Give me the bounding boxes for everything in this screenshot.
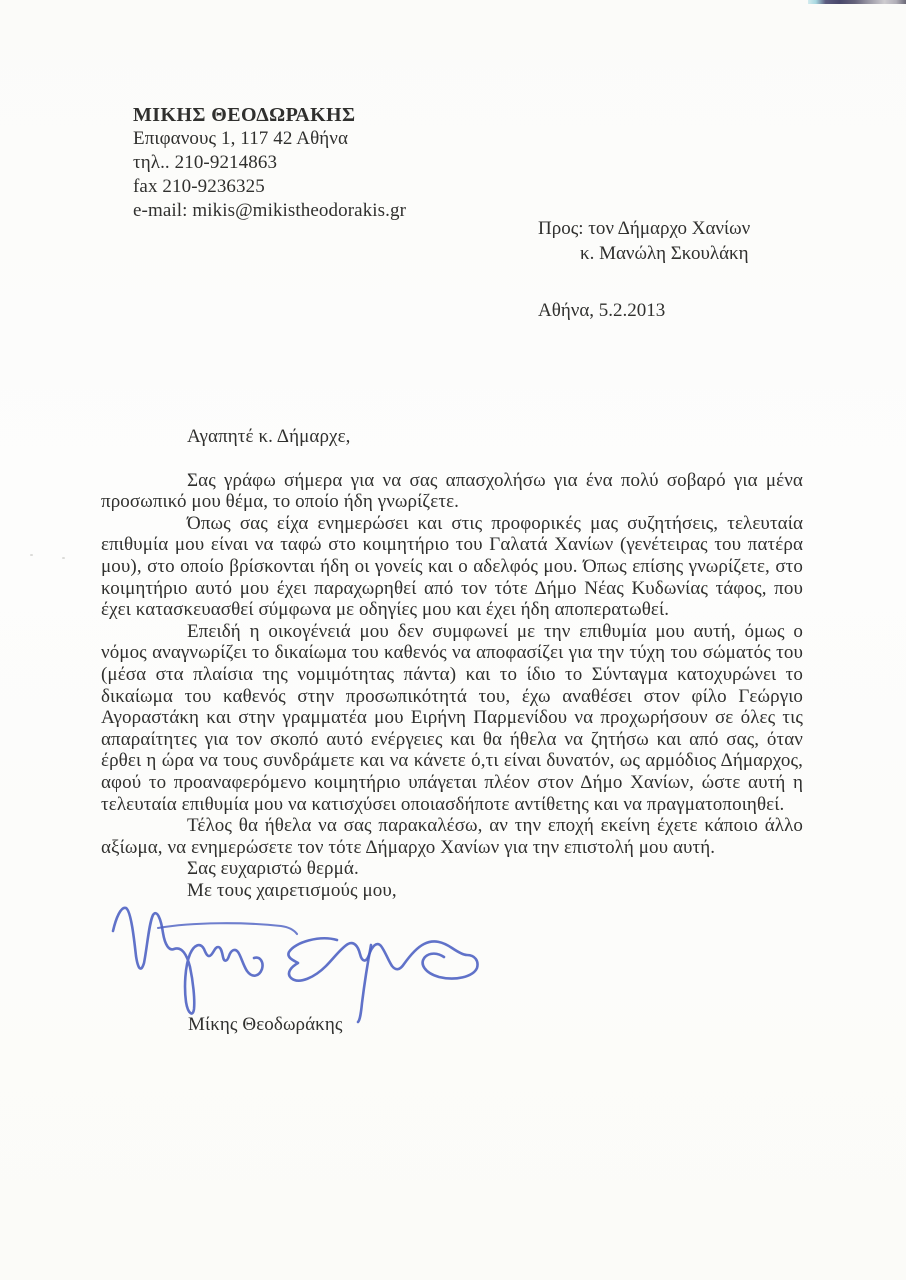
- closing-thanks: Σας ευχαριστώ θερμά.: [187, 858, 359, 880]
- dateline: Αθήνα, 5.2.2013: [538, 300, 666, 321]
- sender-address: Επιφανους 1, 117 42 Αθήνα: [133, 128, 349, 149]
- scan-speck: [62, 557, 65, 559]
- recipient-block: [538, 216, 750, 266]
- salutation: Αγαπητέ κ. Δήμαρχε,: [187, 426, 351, 447]
- body-paragraph: Επειδή η οικογένειά μου δεν συμφωνεί με την επιθυμία μου αυτή, όμως ο νόμος αναγνωρίζει το δικαίωμα του καθενός να αποφασίζει για την τύχη του σώματός του (μέσα στα πλαίσια της νομιμότητας πάντα) και το ίδιο το Σύνταγμα κατοχυρώνει το δικαίωμα του καθενός στην προσωπικότητά του, έχω αναθέσει στον φίλο Γεώργιο Αγοραστάκη και στην γραμματέα μου Ειρήνη Παρμενίδου να προχωρήσουν σε όλες τις απαραίτητες για τον σκοπό αυτό ενέργειες και θα ήθελα να ζητήσω και από σας, όταν έρθει η ώρα να τους συνδράμετε και να κάνετε ό,τι είναι δυνατόν, ως αρμόδιος Δήμαρχος, αφού το προαναφερόμενο κοιμητήριο υπάγεται πλέον στον Δήμο Χανίων, ώστε αυτή η τελευταία επιθυμία μου να κατισχύσει οποιασδήποτε αντίθετης και να πραγματοποιηθεί.: [101, 620, 803, 815]
- sender-name: ΜΙΚΗΣ ΘΕΟΔΩΡΑΚΗΣ: [133, 104, 356, 126]
- sender-block: [133, 103, 406, 223]
- body-paragraph: Σας γράφω σήμερα για να σας απασχολήσω για ένα πολύ σοβαρό για μένα προσωπικό μου θέμα, το οποίο ήδη γνωρίζετε.: [101, 469, 803, 513]
- sender-email: e-mail: mikis@mikistheodorakis.gr: [133, 200, 407, 221]
- recipient-line-2: κ. Μανώλη Σκουλάκη: [580, 243, 749, 264]
- letter-body: [101, 426, 803, 901]
- recipient-line-1: Προς: τον Δήμαρχο Χανίων: [538, 218, 751, 239]
- scanner-artifact-strip: [808, 0, 906, 4]
- signer-typed-name: Μίκης Θεοδωράκης: [188, 1014, 343, 1035]
- sender-fax: fax 210-9236325: [133, 176, 265, 197]
- body-paragraph: Όπως σας είχα ενημερώσει και στις προφορικές μας συζητήσεις, τελευταία επιθυμία μου είναι να ταφώ στο κοιμητήριο του Γαλατά Χανίων (γενέτειρας του πατέρα μου), στο οποίο βρίσκονται ήδη οι γονείς και ο αδελφός μου. Όπως επίσης γνωρίζετε, στο κοιμητήριο αυτό μου έχει παραχωρηθεί από τον τότε Δήμο Νέας Κυδωνίας τάφος, που έχει κατασκευασθεί σύμφωνα με οδηγίες μου και έχει ήδη αποπερατωθεί.: [101, 512, 803, 621]
- scan-speck: [30, 554, 33, 556]
- sender-phone: τηλ.. 210-9214863: [133, 152, 278, 173]
- valediction: Με τους χαιρετισμούς μου,: [187, 879, 397, 901]
- body-paragraph: Τέλος θα ήθελα να σας παρακαλέσω, αν την εποχή εκείνη έχετε κάποιο άλλο αξίωμα, να ενημερώσετε τον τότε Δήμαρχο Χανίων για την επιστολή μου αυτή.: [101, 815, 803, 858]
